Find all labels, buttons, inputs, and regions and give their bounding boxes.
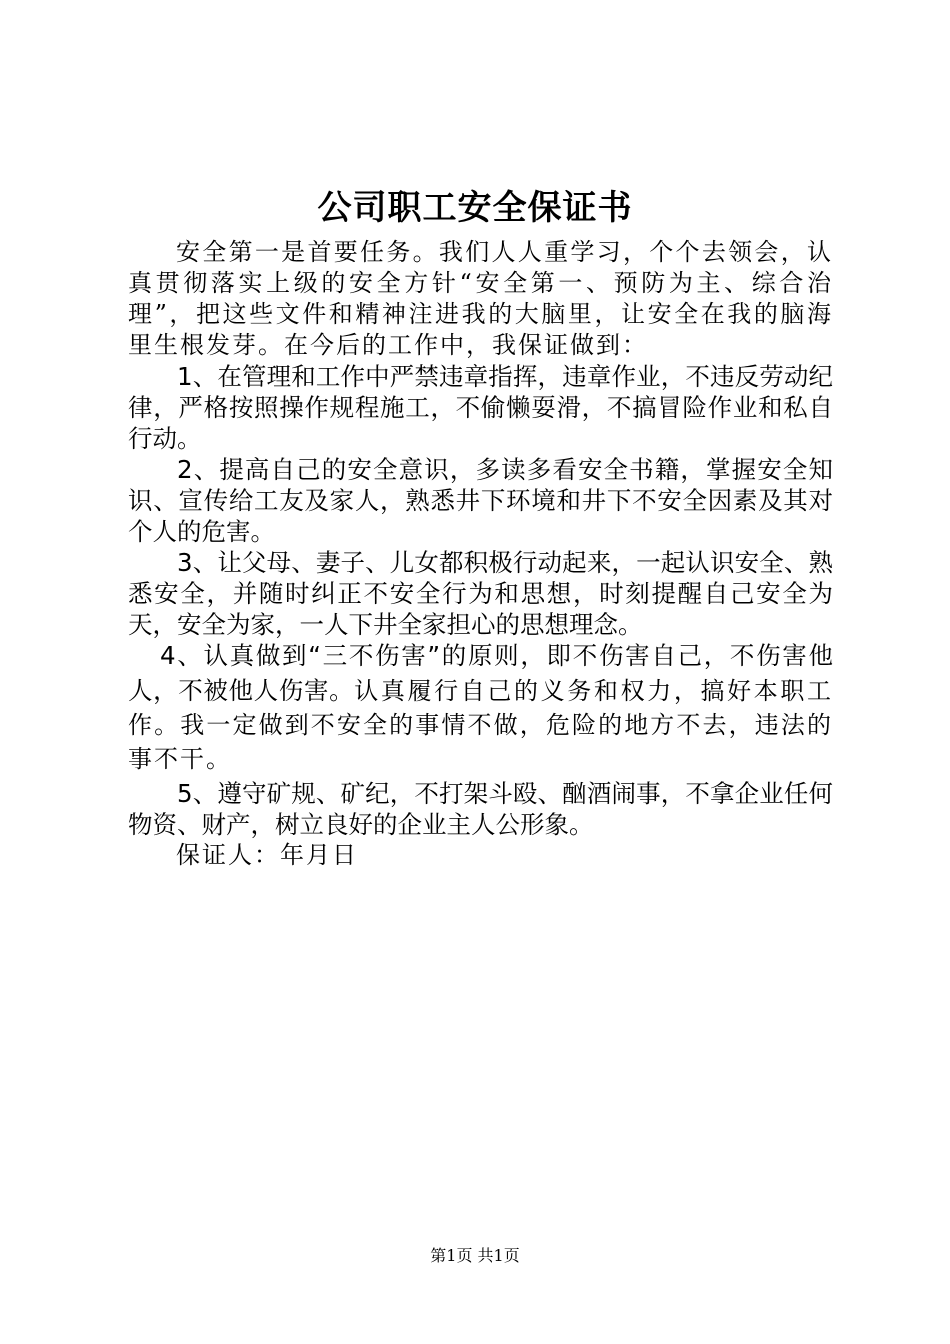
document-body <box>128 237 833 871</box>
pledge-item-4 <box>128 640 833 778</box>
signature-line: 保证人：年月日 <box>176 841 358 869</box>
page-footer: 第1页 共1页 <box>430 1246 520 1265</box>
pledge-item-3: 3、让父母、妻子、儿女都积极行动起来，一起认识安全、熟悉安全，并随时纠正不安全行为和思想，时刻提醒自己安全为天，安全为家，一人下井全家担心的思想理念。 <box>128 548 833 639</box>
pledge-item-2: 2、提高自己的安全意识，多读多看安全书籍，掌握安全知识、宣传给工友及家人，熟悉井下环境和井下不安全因素及其对个人的危害。 <box>128 455 833 546</box>
document-title: 公司职工安全保证书 <box>317 188 633 228</box>
pledge-item-1: 1、在管理和工作中严禁违章指挥，违章作业，不违反劳动纪律，严格按照操作规程施工，不偷懒耍滑，不搞冒险作业和私自行动。 <box>128 362 833 453</box>
intro-paragraph: 安全第一是首要任务。我们人人重学习，个个去领会，认真贯彻落实上级的安全方针“安全第一、预防为主、综合治理”，把这些文件和精神注进我的大脑里，让安全在我的脑海里生根发芽。在今后的工作中，我保证做到： <box>128 238 833 359</box>
pledge-item-5: 5、遵守矿规、矿纪，不打架斗殴、酗酒闹事，不拿企业任何物资、财产，树立良好的企业主人公形象。 <box>128 779 833 839</box>
pledge-item-4-part-1: 4、认真做到“三不伤害”的原则，即不伤害自己，不伤害他人，不被他人伤害。 <box>128 641 833 705</box>
pledge-item-4-part-2: 认真履行自己的义务和权力，搞好本职工作。我一定做到不安全的事情不做，危险的地方不去，违法的事不干。 <box>128 677 834 773</box>
